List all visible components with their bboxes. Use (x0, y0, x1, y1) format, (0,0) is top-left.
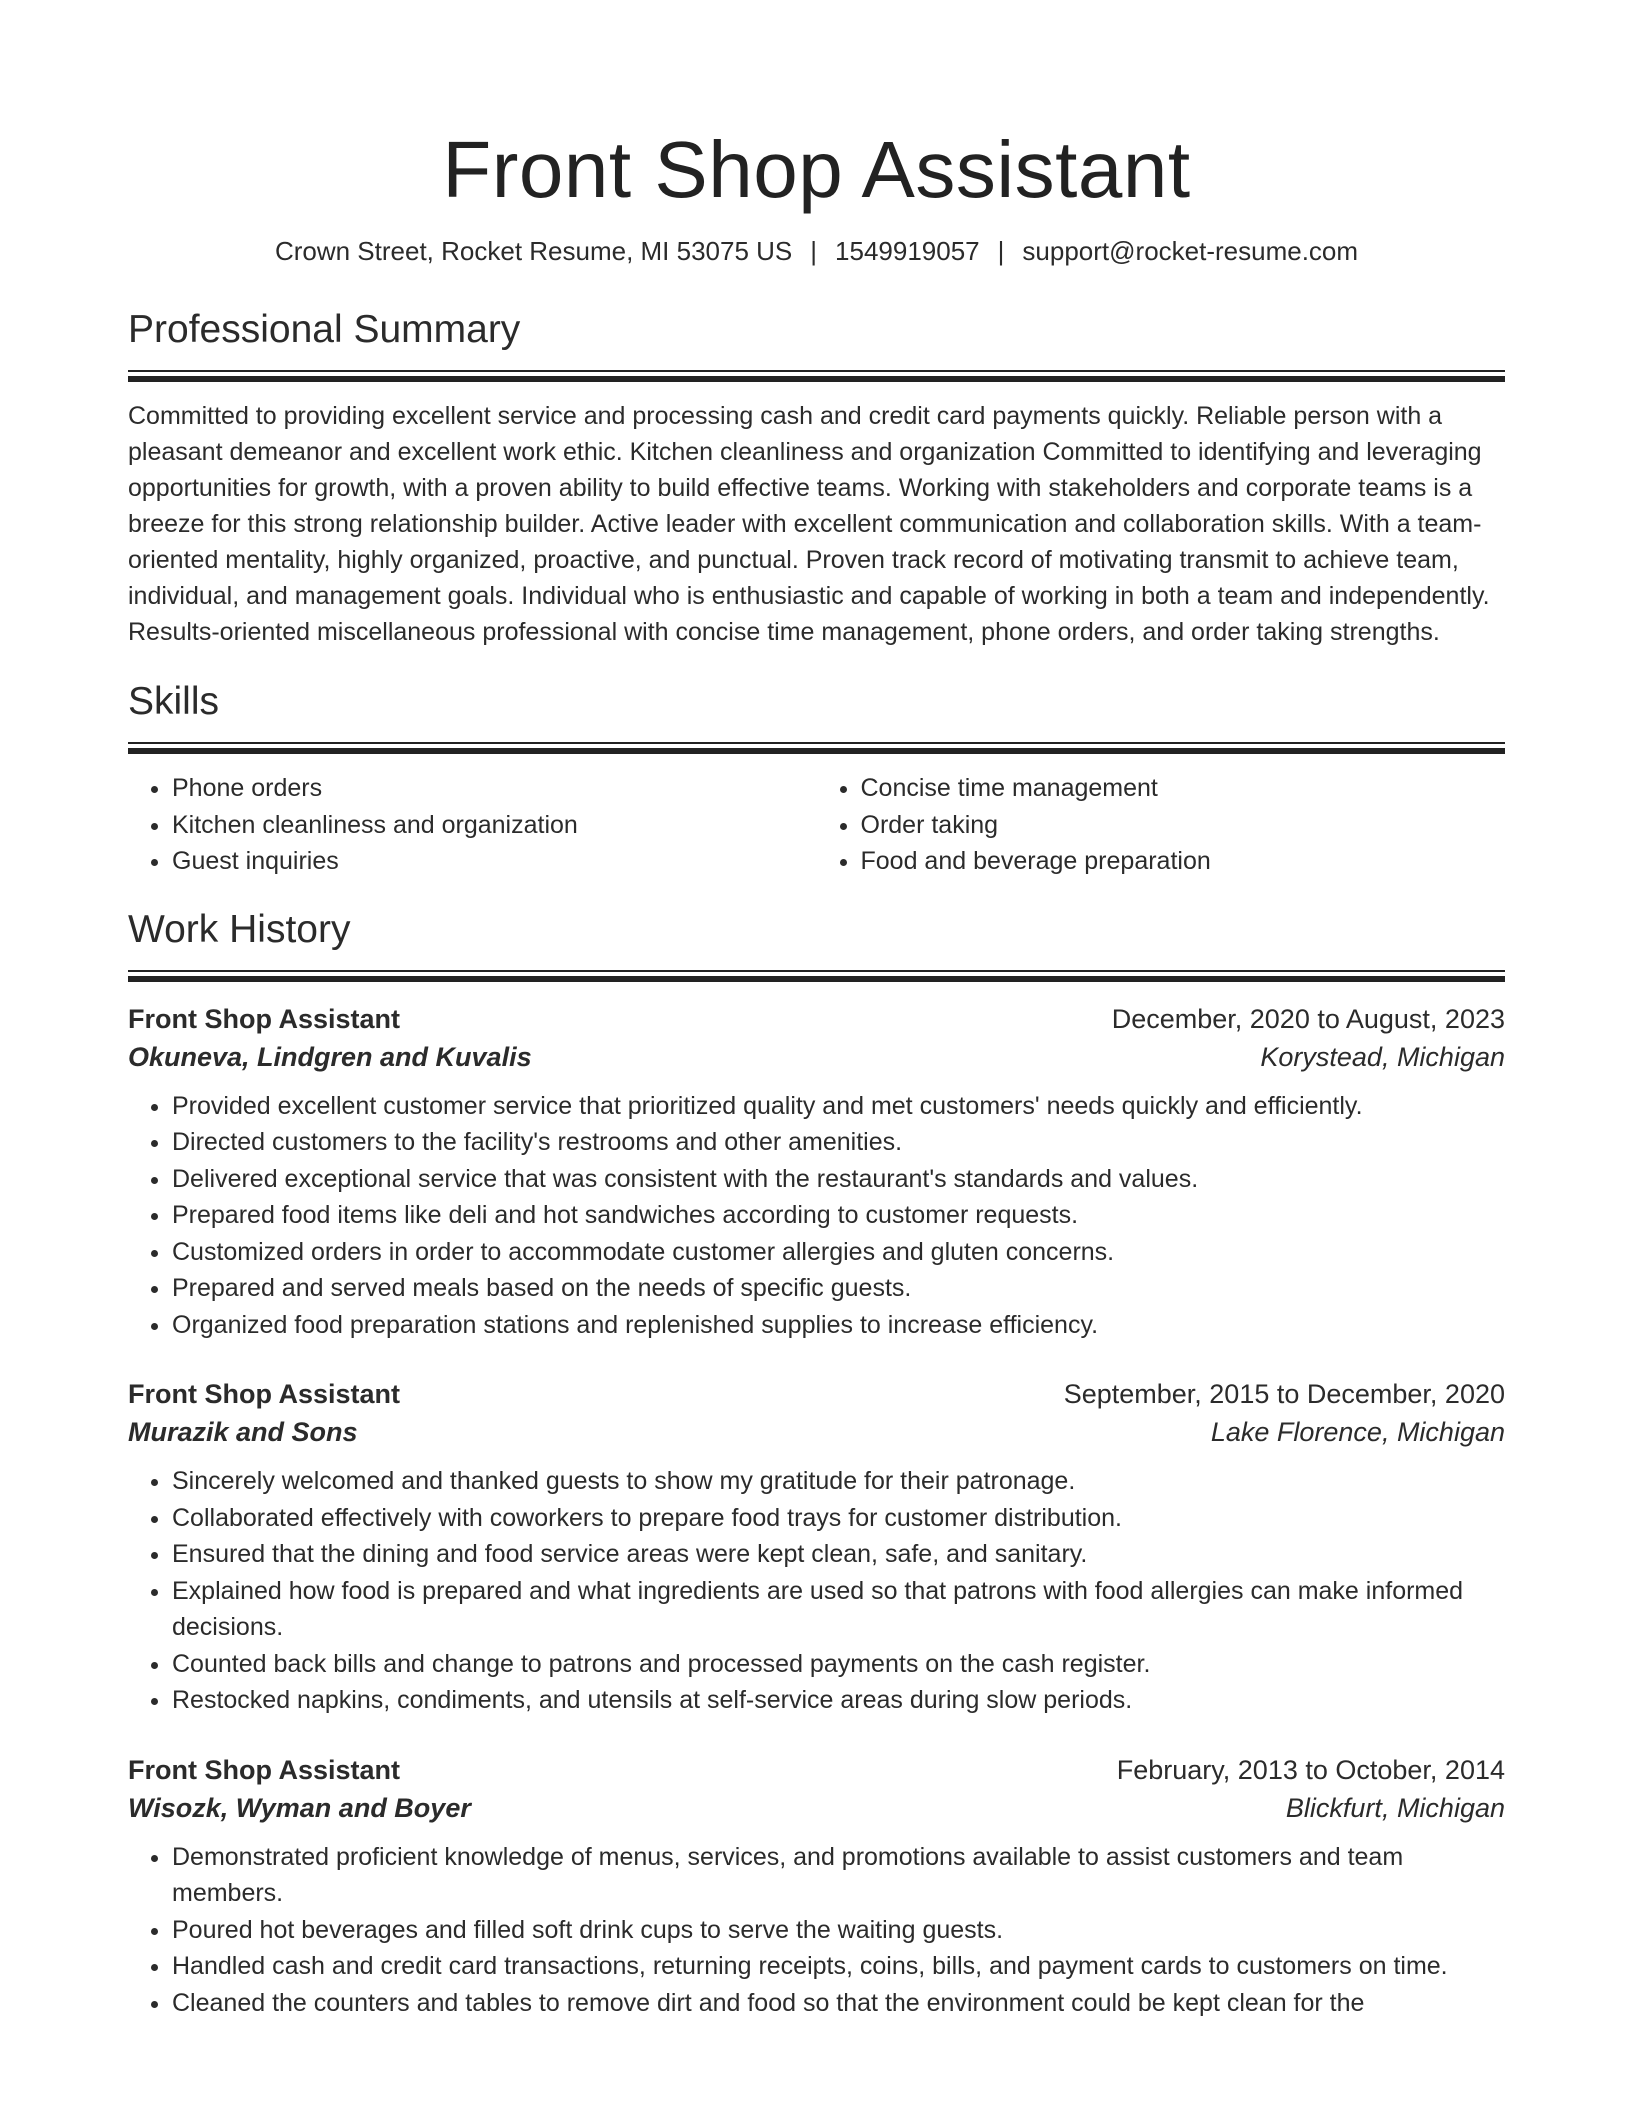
section-divider (128, 970, 1505, 972)
job-header (128, 1751, 1505, 1789)
job-bullet: • Customized orders in order to accommodate customer allergies and gluten concerns. (172, 1234, 1505, 1271)
job-dates: December, 2020 to August, 2023 (1111, 1003, 1505, 1034)
section-divider-thick (128, 976, 1505, 982)
job-bullet: • Counted back bills and change to patrons and processed payments on the cash register. (172, 1646, 1505, 1683)
resume-name: Front Shop Assistant (442, 125, 1191, 214)
contact-phone: 1549919057 (835, 236, 980, 266)
job-bullets (128, 1463, 1505, 1719)
job-dates: February, 2013 to October, 2014 (1116, 1754, 1505, 1785)
contact-separator: | (997, 236, 1005, 266)
summary-section (128, 306, 1505, 650)
job-bullet: • Directed customers to the facility's restrooms and other amenities. (172, 1124, 1505, 1161)
job-bullet: • Delivered exceptional service that was consistent with the restaurant's standards and values. (172, 1161, 1505, 1198)
job-bullet: • Collaborated effectively with coworkers to prepare food trays for customer distribution. (172, 1500, 1505, 1537)
job-subheader (128, 1038, 1505, 1076)
section-title-skills: Skills (128, 680, 220, 723)
skills-column-right (817, 770, 1506, 880)
job-location: Lake Florence, Michigan (1210, 1417, 1505, 1447)
job-company: Murazik and Sons (128, 1417, 358, 1447)
job-dates: September, 2015 to December, 2020 (1063, 1379, 1505, 1409)
job-bullet: • Sincerely welcomed and thanked guests to show my gratitude for their patronage. (172, 1463, 1505, 1500)
job-subheader (128, 1413, 1505, 1451)
job-header (128, 1000, 1505, 1038)
summary-text: Committed to providing excellent service and processing cash and credit card payments quickly. Reliable person with a pleasant demeanor and excellent work ethic. Kitchen cleanliness and organization Committed to identifying and leveraging opportunities for growth, with a proven ability to build effective teams. Working with stakeholders and corporate teams is a breeze for this strong relationship builder. Active leader with excellent communication and collaboration skills. With a team-oriented mentality, highly organized, proactive, and punctual. Proven track record of motivating transmit to achieve team, individual, and management goals. Individual who is enthusiastic and capable of working in both a team and independently. Results-oriented miscellaneous professional with concise time management, phone orders, and order taking strengths. (128, 402, 1490, 646)
skills-column-left (128, 770, 817, 880)
section-divider (128, 742, 1505, 744)
job-bullet: • Restocked napkins, condiments, and utensils at self-service areas during slow periods. (172, 1682, 1505, 1719)
skill-item: • Kitchen cleanliness and organization (172, 807, 817, 844)
job-location: Blickfurt, Michigan (1285, 1792, 1505, 1823)
job-bullet: • Handled cash and credit card transactions, returning receipts, coins, bills, and payment cards to customers on time. (172, 1948, 1505, 1985)
job-bullet: • Provided excellent customer service that prioritized quality and met customers' needs quickly and efficiently. (172, 1088, 1505, 1125)
skill-item: • Phone orders (172, 770, 817, 807)
job-title: Front Shop Assistant (128, 1754, 401, 1785)
job-location: Korystead, Michigan (1260, 1041, 1505, 1072)
job-title: Front Shop Assistant (128, 1379, 401, 1409)
contact-separator: | (810, 236, 818, 266)
job-bullet: • Poured hot beverages and filled soft drink cups to serve the waiting guests. (172, 1912, 1505, 1949)
job-bullet: • Organized food preparation stations and replenished supplies to increase efficiency. (172, 1307, 1505, 1344)
job-bullet: • Cleaned the counters and tables to remove dirt and food so that the environment could be kept clean for the (172, 1985, 1505, 2022)
section-title-work-history: Work History (128, 907, 351, 951)
resume-content (128, 0, 1505, 2021)
skill-item: • Guest inquiries (172, 843, 817, 880)
job-entry (128, 1000, 1505, 1344)
contact-address: Crown Street, Rocket Resume, MI 53075 US (274, 236, 793, 266)
skills-section (128, 678, 1505, 880)
job-bullet: • Demonstrated proficient knowledge of menus, services, and promotions available to assist customers and team members. (172, 1839, 1505, 1912)
job-bullet: • Ensured that the dining and food service areas were kept clean, safe, and sanitary. (172, 1536, 1505, 1573)
contact-email: support@rocket-resume.com (1022, 236, 1359, 266)
section-title-summary: Professional Summary (128, 308, 521, 351)
job-bullet: • Explained how food is prepared and what ingredients are used so that patrons with food allergies can make informed decisions. (172, 1573, 1505, 1646)
skills-list (128, 770, 1505, 880)
section-divider-thick (128, 748, 1505, 754)
job-bullets (128, 1088, 1505, 1344)
contact-line (128, 234, 1505, 268)
job-header (128, 1375, 1505, 1413)
job-company: Wisozk, Wyman and Boyer (128, 1792, 471, 1823)
job-subheader (128, 1789, 1505, 1827)
section-divider-thick (128, 376, 1505, 382)
job-bullets (128, 1839, 1505, 2022)
job-entry (128, 1375, 1505, 1719)
skill-item: • Food and beverage preparation (861, 843, 1506, 880)
job-entry (128, 1751, 1505, 2022)
skill-item: • Concise time management (861, 770, 1506, 807)
job-bullet: • Prepared food items like deli and hot sandwiches according to customer requests. (172, 1197, 1505, 1234)
job-company: Okuneva, Lindgren and Kuvalis (128, 1041, 532, 1072)
section-divider (128, 370, 1505, 372)
skill-item: • Order taking (861, 807, 1506, 844)
job-title: Front Shop Assistant (128, 1003, 401, 1034)
work-history-section (128, 906, 1505, 2022)
job-bullet: • Prepared and served meals based on the needs of specific guests. (172, 1270, 1505, 1307)
